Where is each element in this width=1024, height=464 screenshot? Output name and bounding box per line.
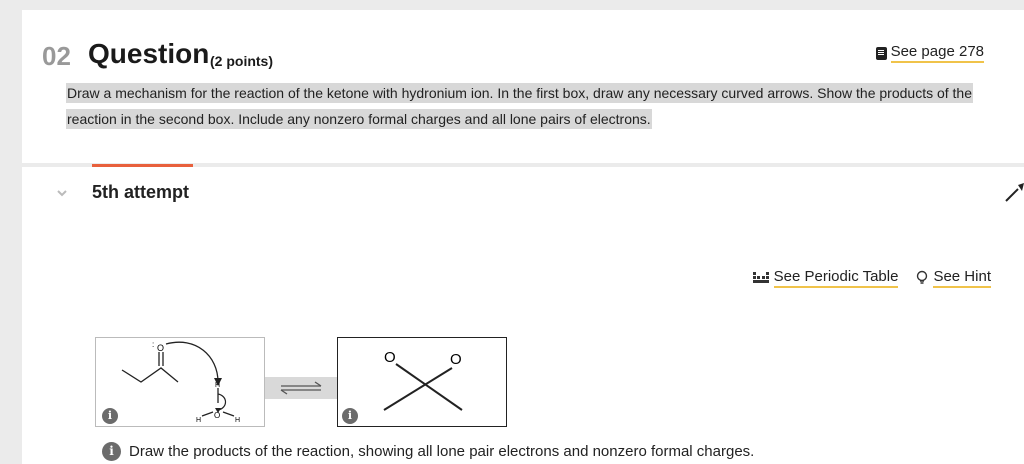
products-box[interactable] [337, 337, 507, 427]
hint-link[interactable] [916, 268, 991, 288]
see-page-link[interactable] [876, 43, 984, 63]
instruction-text: Draw the products of the reaction, showing all lone pair electrons and nonzero formal charges. [129, 443, 755, 460]
see-page-label: See page 278 [891, 43, 984, 63]
chevron-down-icon[interactable] [56, 187, 68, 199]
instruction-note [102, 442, 754, 461]
question-prompt-text: Draw a mechanism for the reaction of the ketone with hydronium ion. In the first box, draw any necessary curved arrows. Show the products of the reaction in the second box. Include any nonzero formal charges and all lone pairs of electrons. [67, 85, 972, 127]
equilibrium-arrow-icon [265, 377, 337, 399]
hydronium-h-right: H [235, 417, 241, 424]
tab-accent [92, 164, 193, 167]
attempt-card [22, 167, 1024, 464]
info-icon[interactable]: i [102, 442, 121, 461]
info-icon[interactable]: i [102, 408, 118, 424]
periodic-table-icon [753, 271, 769, 285]
mechanism-box[interactable] [95, 337, 265, 427]
lightbulb-icon [916, 270, 928, 286]
question-title: Question [88, 38, 210, 69]
info-icon[interactable]: i [342, 408, 358, 424]
lone-pair-dots: : [152, 340, 155, 349]
hydronium-h-top: H [215, 382, 221, 389]
product-oxygen-right: O [450, 351, 462, 368]
question-points: (2 points) [210, 53, 273, 69]
hydronium-oxygen-label: O [214, 411, 221, 420]
question-card [22, 10, 1024, 163]
products-drawing [338, 338, 508, 428]
mechanism-drawing [96, 338, 266, 428]
periodic-table-label: See Periodic Table [774, 268, 899, 288]
pencil-icon[interactable] [1004, 181, 1024, 205]
carbonyl-oxygen-label: O [157, 343, 165, 353]
hydronium-h-left: H [196, 417, 202, 424]
book-icon [876, 47, 887, 60]
periodic-table-link[interactable] [753, 268, 899, 288]
resource-links [753, 268, 991, 288]
question-prompt [66, 80, 996, 132]
question-number: 02 [42, 41, 71, 71]
hint-label: See Hint [933, 268, 991, 288]
equilibrium-arrow [265, 377, 337, 399]
attempt-label[interactable]: 5th attempt [92, 182, 190, 202]
product-oxygen-left: O [384, 349, 396, 366]
